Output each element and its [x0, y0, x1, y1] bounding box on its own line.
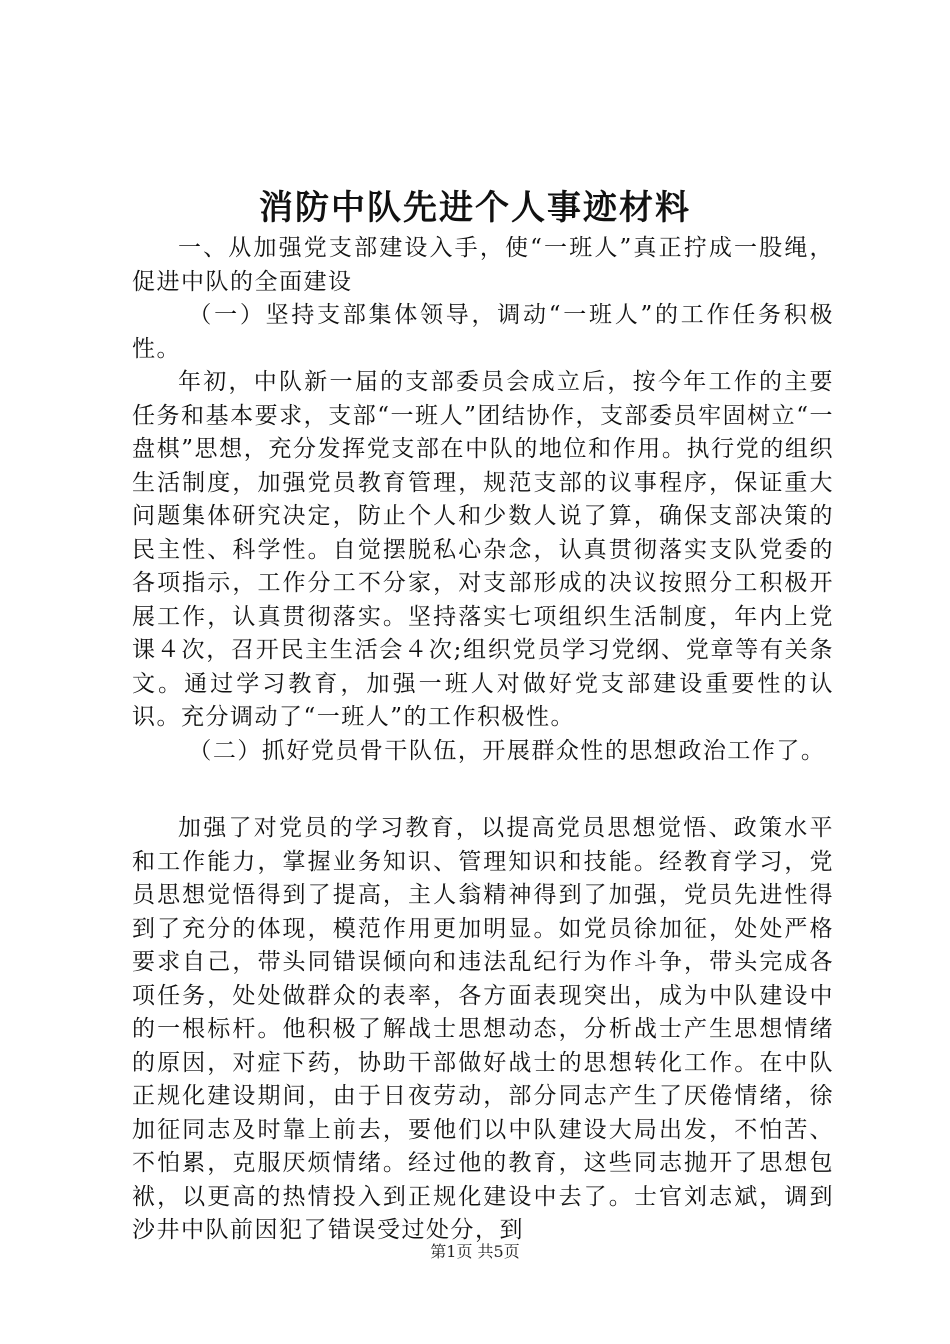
subsection-heading-1: （一）坚持支部集体领导，调动“一班人”的工作任务积极性。 [132, 302, 834, 362]
body-paragraph-2: 加强了对党员的学习教育，以提高党员思想觉悟、政策水平和工作能力，掌握业务知识、管理知识和技能。经教育学习，党员思想觉悟得到了提高，主人翁精神得到了加强，党员先进性得到了充分的体现，模范作用更加明显。如党员徐加征，处处严格要求自己，带头同错误倾向和违法乱纪行为作斗争，带头完成各项任务，处处做群众的表率，各方面表现突出，成为中队建设中的一根标杆。他积极了解战士思想动态，分析战士产生思想情绪的原因，对症下药，协助干部做好战士的思想转化工作。在中队正规化建设期间，由于日夜劳动，部分同志产生了厌倦情绪，徐加征同志及时靠上前去，要他们以中队建设大局出发，不怕苦、不怕累，克服厌烦情绪。经过他的教育，这些同志抛开了思想包袱，以更高的热情投入到正规化建设中去了。士官刘志斌，调到沙井中队前因犯了错误受过处分，到 [132, 815, 834, 1243]
document-body [132, 232, 834, 1248]
page-footer: 第1页 共5页 [430, 1242, 520, 1261]
subsection-heading-2: （二）抓好党员骨干队伍，开展群众性的思想政治工作了。 [188, 737, 826, 764]
paragraph-spacer [132, 768, 834, 812]
body-paragraph-1: 年初，中队新一届的支部委员会成立后，按今年工作的主要任务和基本要求，支部“一班人”团结协作，支部委员牢固树立“一盘棋”思想，充分发挥党支部在中队的地位和作用。执行党的组织生活制度，加强党员教育管理，规范支部的议事程序，保证重大问题集体研究决定，防止个人和少数人说了算，确保支部决策的民主性、科学性。自觉摆脱私心杂念，认真贯彻落实支队党委的各项指示，工作分工不分家，对支部形成的决议按照分工积极开展工作，认真贯彻落实。坚持落实七项组织生活制度，年内上党课４次，召开民主生活会４次;组织党员学习党纲、党章等有关条文。通过学习教育，加强一班人对做好党支部建设重要性的认识。充分调动了“一班人”的工作积极性。 [132, 369, 834, 730]
document-title: 消防中队先进个人事迹材料 [259, 188, 691, 228]
section-heading-1: 一、从加强党支部建设入手，使“一班人”真正拧成一股绳，促进中队的全面建设 [132, 235, 834, 295]
